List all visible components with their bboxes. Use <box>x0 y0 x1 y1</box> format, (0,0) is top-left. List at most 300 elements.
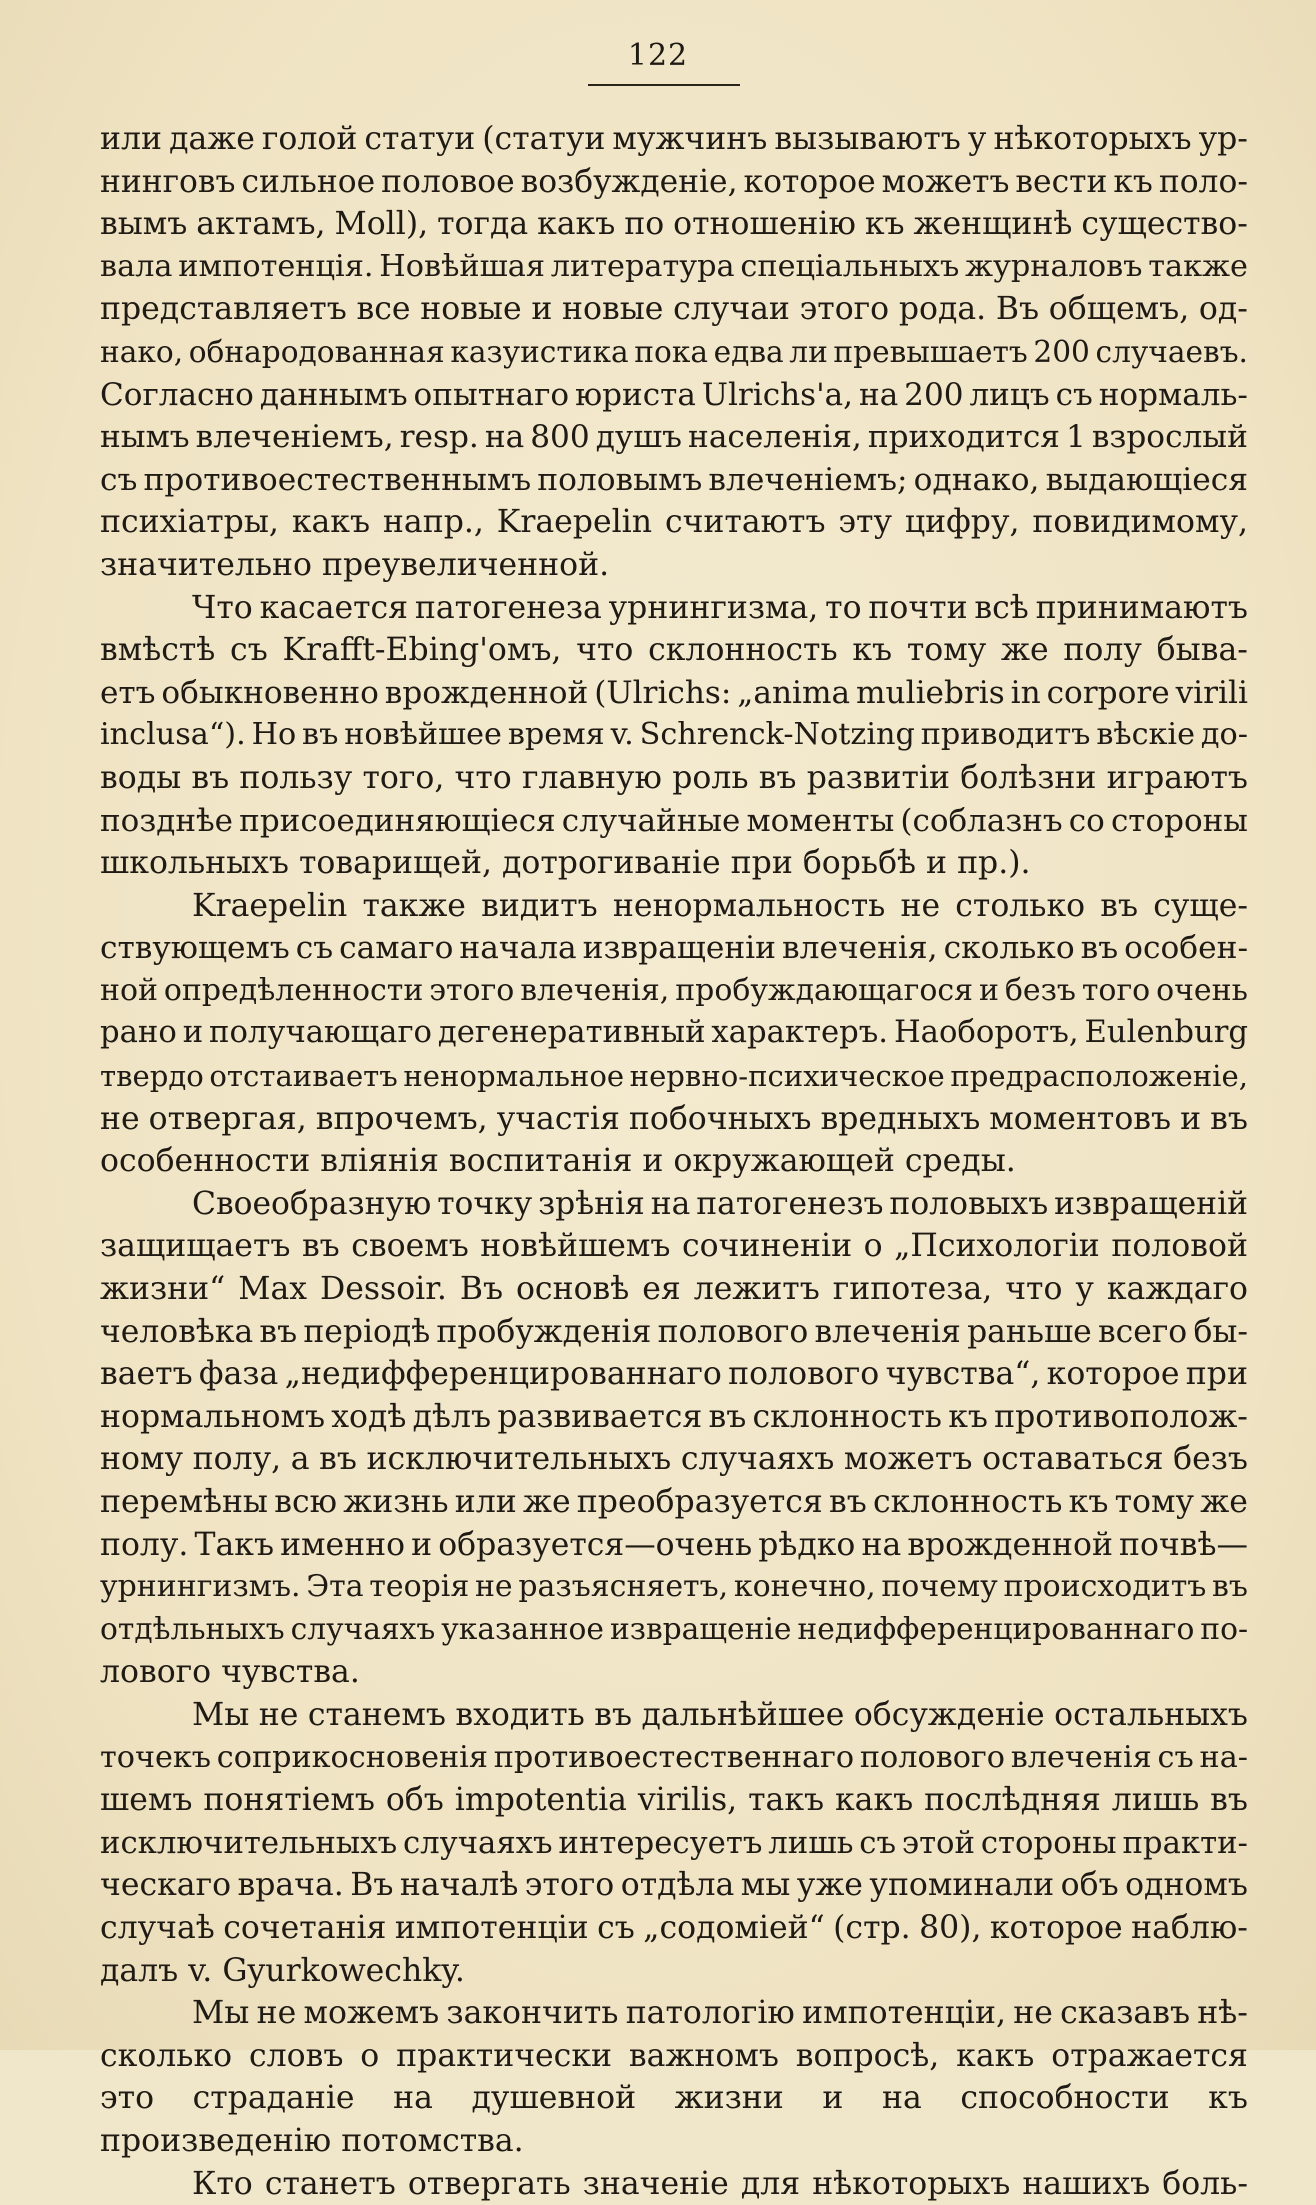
word: съ <box>1056 374 1093 417</box>
word: важномъ <box>629 2035 779 2078</box>
text-line <box>100 1566 1248 1609</box>
word: для <box>741 2163 800 2205</box>
word: врожденной <box>385 672 588 715</box>
word: того, <box>362 757 444 800</box>
word: или <box>100 118 162 161</box>
word: въ <box>829 1481 867 1524</box>
word: какъ <box>956 2035 1034 2078</box>
word: пользу <box>239 757 352 800</box>
word: на <box>859 374 898 417</box>
word: Gyurkowechky. <box>222 1950 465 1993</box>
word: все <box>356 288 410 331</box>
word: возбужденіе, <box>521 161 738 204</box>
word: населенія, <box>688 416 862 459</box>
word: импотенція. <box>178 246 373 289</box>
word: также <box>362 885 466 928</box>
word: образуется—очень <box>438 1524 752 1567</box>
word: значеніе <box>583 2163 729 2205</box>
word: влеченія <box>1011 1737 1152 1780</box>
text-line <box>100 1737 1248 1780</box>
word: 200 <box>904 374 963 417</box>
word: извращеній <box>1054 1183 1248 1226</box>
word: ходѣ <box>331 1396 406 1439</box>
word: развитіи <box>807 757 950 800</box>
word: объ <box>1061 1864 1119 1907</box>
word: лишь <box>768 1822 853 1865</box>
word: въ <box>259 1311 297 1354</box>
text-line <box>100 1268 1248 1311</box>
word: нѣкоторыхъ <box>812 2163 1010 2205</box>
word: вала <box>100 246 173 289</box>
word: обсужденіе <box>854 1694 1045 1737</box>
word: это <box>100 2077 154 2120</box>
word: быва- <box>1157 629 1248 672</box>
word: (статуи <box>482 118 605 161</box>
word: на <box>485 416 524 459</box>
word: при <box>1186 1353 1248 1396</box>
text-line <box>100 118 1248 161</box>
word: практи- <box>1122 1822 1248 1865</box>
word: которое <box>1047 1353 1180 1396</box>
word: случаи <box>673 288 790 331</box>
word: отношенію <box>673 203 856 246</box>
word: которое <box>990 1907 1123 1950</box>
word: же <box>1001 629 1049 672</box>
word: приходится <box>868 416 1060 459</box>
text-line <box>100 1992 1248 2035</box>
word: влеченія, <box>520 970 669 1013</box>
word: вызываютъ <box>774 118 960 161</box>
word: не <box>475 1566 513 1609</box>
word: од- <box>1199 288 1248 331</box>
word: воды <box>100 757 181 800</box>
text-line <box>100 1396 1248 1439</box>
word: что <box>455 757 512 800</box>
word: случайные <box>562 800 741 843</box>
text-line <box>100 672 1248 715</box>
word: же <box>1200 1481 1248 1524</box>
word: Moll), <box>334 203 428 246</box>
word: нинговъ <box>100 161 236 204</box>
word: импотенціи, <box>802 1992 1006 2035</box>
word: патологію <box>626 1992 795 2035</box>
word: отдѣльныхъ <box>100 1609 285 1652</box>
word: пробуждающагося <box>675 970 973 1013</box>
word: отстаиваетъ <box>209 1055 397 1098</box>
word: также <box>1148 246 1248 289</box>
word: опытнаго <box>414 374 570 417</box>
word: получающаго <box>209 1012 432 1055</box>
word: Наоборотъ, <box>894 1012 1079 1055</box>
word: потомства. <box>341 2120 523 2163</box>
word: теорія <box>369 1566 469 1609</box>
word: юриста <box>575 374 696 417</box>
word: своемъ <box>351 1225 469 1268</box>
word: того <box>1082 970 1150 1013</box>
word: не <box>100 1098 140 1141</box>
word: дальнѣйшее <box>641 1694 844 1737</box>
word: чувства. <box>221 1651 360 1694</box>
word: и <box>411 1524 432 1567</box>
word: всю <box>274 1481 337 1524</box>
text-line <box>100 161 1248 204</box>
word: входить <box>455 1694 584 1737</box>
word: Новѣйшая <box>379 246 545 289</box>
word: сочетанія <box>223 1907 386 1950</box>
word: женщинѣ <box>914 203 1073 246</box>
word: обнародованная <box>189 331 445 374</box>
word: не <box>1013 1992 1053 2035</box>
word: въ <box>1081 927 1118 970</box>
word: противополож- <box>994 1396 1248 1439</box>
word: почвѣ— <box>1119 1524 1248 1567</box>
word: фаза <box>199 1353 278 1396</box>
word: съ <box>859 1822 896 1865</box>
word: именно <box>280 1524 405 1567</box>
word: происходитъ <box>1003 1566 1206 1609</box>
word: такъ <box>748 1779 824 1822</box>
word: позднѣе <box>100 800 233 843</box>
word: v. <box>188 1950 222 1993</box>
word: противоестественнымъ <box>144 459 532 502</box>
word: преобразуется <box>577 1481 823 1524</box>
word: что <box>576 629 633 672</box>
word: можемъ <box>304 1992 440 2035</box>
text-line <box>100 1651 1248 1694</box>
word: упоминали <box>869 1864 1054 1907</box>
word: мы <box>741 1864 791 1907</box>
text-line <box>100 629 1248 672</box>
text-line <box>100 714 1248 757</box>
word: въ <box>1212 1566 1248 1609</box>
word: послѣдняя <box>924 1779 1101 1822</box>
word: какъ <box>537 203 615 246</box>
word: цифру, <box>905 501 1020 544</box>
word: твердо <box>100 1055 204 1098</box>
word: стороны <box>981 1822 1117 1865</box>
text-line <box>100 1950 1248 1993</box>
word: на <box>651 1183 691 1226</box>
word: v. <box>611 714 634 757</box>
word: статуи <box>364 118 475 161</box>
word: этого <box>525 1864 615 1907</box>
word: едва <box>714 331 784 374</box>
word: ческаго <box>100 1864 231 1907</box>
word: Такъ <box>195 1524 274 1567</box>
word: и <box>926 842 957 885</box>
word: точекъ <box>100 1737 211 1780</box>
word: журналовъ <box>965 246 1142 289</box>
word: „anima <box>737 672 850 715</box>
word: превышаетъ <box>833 331 1027 374</box>
text-line <box>100 544 1248 587</box>
word: (соблазнъ <box>900 800 1062 843</box>
word: впрочемъ, <box>316 1098 488 1141</box>
word: по <box>624 203 664 246</box>
word: наблю- <box>1131 1907 1248 1950</box>
word: половое <box>381 161 515 204</box>
word: понятіемъ <box>203 1779 375 1822</box>
word: въ <box>1210 1098 1248 1141</box>
word: къ <box>852 629 892 672</box>
word: на- <box>1200 1737 1248 1780</box>
word: начала <box>459 927 576 970</box>
word: почти <box>868 587 967 630</box>
word: Мы <box>192 1992 249 2035</box>
word: стороны <box>1111 800 1248 843</box>
word: тому <box>1115 1481 1194 1524</box>
word: полу. <box>100 1524 188 1567</box>
word: полового <box>658 1311 809 1354</box>
word: а <box>291 1438 310 1481</box>
word: половой <box>1111 1225 1248 1268</box>
word: суще- <box>1153 885 1248 928</box>
word: полу <box>1063 629 1142 672</box>
word: 1 <box>1066 416 1086 459</box>
word: жизни“ <box>100 1268 225 1311</box>
word: урнингизма, <box>609 587 819 630</box>
word: сочиненіи <box>682 1225 852 1268</box>
word: урнингизмъ. <box>100 1566 301 1609</box>
word: станетъ <box>265 2163 396 2205</box>
text-line <box>100 1438 1248 1481</box>
word: лицъ <box>969 374 1049 417</box>
word: ной <box>100 970 158 1013</box>
text-line <box>100 1481 1248 1524</box>
word: развивается <box>497 1396 702 1439</box>
word: Krafft-Ebing'омъ, <box>282 629 561 672</box>
word: тогда <box>437 203 528 246</box>
word: (Ulrichs: <box>594 672 731 715</box>
word: казуистика <box>450 331 628 374</box>
word: сколько <box>100 2035 232 2078</box>
word: въ <box>594 1694 632 1737</box>
word: характеръ. <box>711 1012 888 1055</box>
word: не <box>257 1992 297 2035</box>
word: каждаго <box>1107 1268 1248 1311</box>
word: новѣйшее <box>344 714 502 757</box>
word: станемъ <box>308 1694 446 1737</box>
word: одномъ <box>1125 1864 1248 1907</box>
word: impotentia <box>455 1779 627 1822</box>
word: патогенеза <box>415 587 602 630</box>
word: или <box>455 1481 517 1524</box>
text-line <box>100 1694 1248 1737</box>
word: склонность <box>648 629 837 672</box>
word: полового <box>860 1737 1005 1780</box>
word: ли <box>789 331 828 374</box>
word: „содоміей“ <box>643 1907 825 1950</box>
word: до- <box>1201 714 1248 757</box>
word: почему <box>881 1566 997 1609</box>
word: ствующемъ <box>100 927 290 970</box>
word: влеченія, <box>782 927 938 970</box>
text-line <box>100 885 1248 928</box>
word: конечно, <box>734 1566 876 1609</box>
word: рода. <box>899 288 986 331</box>
word: сильное <box>241 161 375 204</box>
word: которое <box>744 161 876 204</box>
word: съ <box>100 459 137 502</box>
word: у <box>968 118 987 161</box>
word: рано <box>100 1012 177 1055</box>
word: что <box>1005 1268 1062 1311</box>
word: можетъ <box>844 1438 973 1481</box>
word: этого <box>800 288 890 331</box>
word: пока <box>634 331 708 374</box>
word: со <box>1069 800 1105 843</box>
word: защищаетъ <box>100 1225 290 1268</box>
text-line <box>100 1779 1248 1822</box>
word: человѣка <box>100 1311 253 1354</box>
word: перемѣны <box>100 1481 268 1524</box>
word: даннымъ <box>260 374 408 417</box>
word: половыхъ <box>889 1183 1048 1226</box>
text-line <box>100 587 1248 630</box>
word: склонность <box>873 1481 1062 1524</box>
word: школьныхъ <box>100 842 299 885</box>
word: случаяхъ <box>403 1822 553 1865</box>
word: въ <box>759 757 797 800</box>
word: представляетъ <box>100 288 347 331</box>
text-line <box>100 1524 1248 1567</box>
word: къ <box>1113 161 1153 204</box>
word: эту <box>838 501 892 544</box>
word: Max <box>238 1268 307 1311</box>
word: и <box>822 2077 843 2120</box>
word: етъ <box>100 672 155 715</box>
text-line <box>100 501 1248 544</box>
word: Kraepelin <box>497 501 652 544</box>
word: нѣ- <box>1197 1992 1248 2035</box>
word: врача. <box>238 1864 344 1907</box>
word: и <box>531 288 552 331</box>
word: muliebris <box>856 672 1005 715</box>
word: влеченія <box>814 1311 960 1354</box>
word: чувства“, <box>886 1353 1041 1396</box>
word: бы- <box>1193 1311 1248 1354</box>
word: на <box>393 2077 433 2120</box>
word: мужчинъ <box>612 118 767 161</box>
body-text <box>100 118 1248 2205</box>
word: столько <box>955 885 1085 928</box>
word: побочныхъ <box>629 1098 812 1141</box>
word: приводитъ <box>921 714 1091 757</box>
word: главную <box>522 757 662 800</box>
text-line <box>100 331 1248 374</box>
word: вѣскіе <box>1096 714 1195 757</box>
word: дѣлъ <box>413 1396 491 1439</box>
word: воспитанія <box>449 1140 643 1183</box>
word: предрасположеніе, <box>950 1055 1248 1098</box>
word: произведенію <box>100 2120 341 2163</box>
text-line <box>100 1012 1248 1055</box>
word: случаевъ. <box>1095 331 1248 374</box>
word: опредѣленности <box>164 970 423 1013</box>
word: отдѣла <box>621 1864 735 1907</box>
word: и <box>642 1140 673 1183</box>
word: не <box>900 885 940 928</box>
word: самаго <box>339 927 453 970</box>
word: очень <box>1156 970 1248 1013</box>
word: отражается <box>1051 2035 1248 2078</box>
word: 200 <box>1033 331 1090 374</box>
word: поло- <box>1159 161 1248 204</box>
word: врожденной <box>907 1524 1113 1567</box>
word: касается <box>260 587 408 630</box>
word: дегенеративный <box>438 1012 706 1055</box>
word: моменты <box>747 800 895 843</box>
word: сказавъ <box>1060 1992 1190 2035</box>
word: психіатры, <box>100 501 279 544</box>
word: corpore <box>1047 672 1170 715</box>
text-line <box>100 1907 1248 1950</box>
word: болѣзни <box>960 757 1096 800</box>
word: значительно <box>100 544 322 587</box>
word: душевной <box>472 2077 637 2120</box>
word: о <box>360 2035 379 2078</box>
page-number: 122 <box>0 38 1316 73</box>
word: нако, <box>100 331 183 374</box>
word: in <box>1011 672 1041 715</box>
word: ваетъ <box>100 1353 193 1396</box>
text-line <box>100 2163 1248 2205</box>
word: среды. <box>905 1140 1016 1183</box>
word: всѣ <box>974 587 1028 630</box>
word: Въ <box>996 288 1039 331</box>
word: у <box>1075 1268 1094 1311</box>
word: Въ <box>460 1268 503 1311</box>
word: извращеніе <box>610 1609 792 1652</box>
word: Но <box>252 714 297 757</box>
word: исключительныхъ <box>367 1438 672 1481</box>
word: моментовъ <box>989 1098 1171 1141</box>
word: Мы <box>192 1694 249 1737</box>
word: можетъ <box>882 161 1010 204</box>
word: 800 <box>530 416 589 459</box>
word: жизни <box>675 2077 784 2120</box>
word: общемъ, <box>1049 288 1189 331</box>
text-line <box>100 416 1248 459</box>
word: и <box>1180 1098 1201 1141</box>
word: Ulrichs'а, <box>702 374 853 417</box>
word: ненормальное <box>403 1055 624 1098</box>
word: Своеобразную <box>192 1183 431 1226</box>
word: литература <box>551 246 735 289</box>
text-line <box>100 1183 1248 1226</box>
word: новые <box>562 288 663 331</box>
text-line <box>100 1822 1248 1865</box>
word: пр.). <box>957 842 1030 885</box>
word: началѣ <box>400 1864 518 1907</box>
word: основѣ <box>516 1268 629 1311</box>
text-line <box>100 2035 1248 2078</box>
word: „Психологіи <box>894 1225 1100 1268</box>
word: видитъ <box>481 885 598 928</box>
word: словъ <box>249 2035 343 2078</box>
word: товарищей, <box>299 842 502 885</box>
word: нормаль- <box>1099 374 1248 417</box>
word: половымъ <box>537 459 702 502</box>
word: virili <box>1176 672 1248 715</box>
text-line <box>100 1140 1248 1183</box>
word: и <box>979 970 999 1013</box>
word: присоединяющіеся <box>239 800 556 843</box>
word: окружающей <box>673 1140 904 1183</box>
word: точку <box>437 1183 532 1226</box>
word: влеченіемъ, <box>196 416 394 459</box>
word: новѣйшемъ <box>480 1225 670 1268</box>
